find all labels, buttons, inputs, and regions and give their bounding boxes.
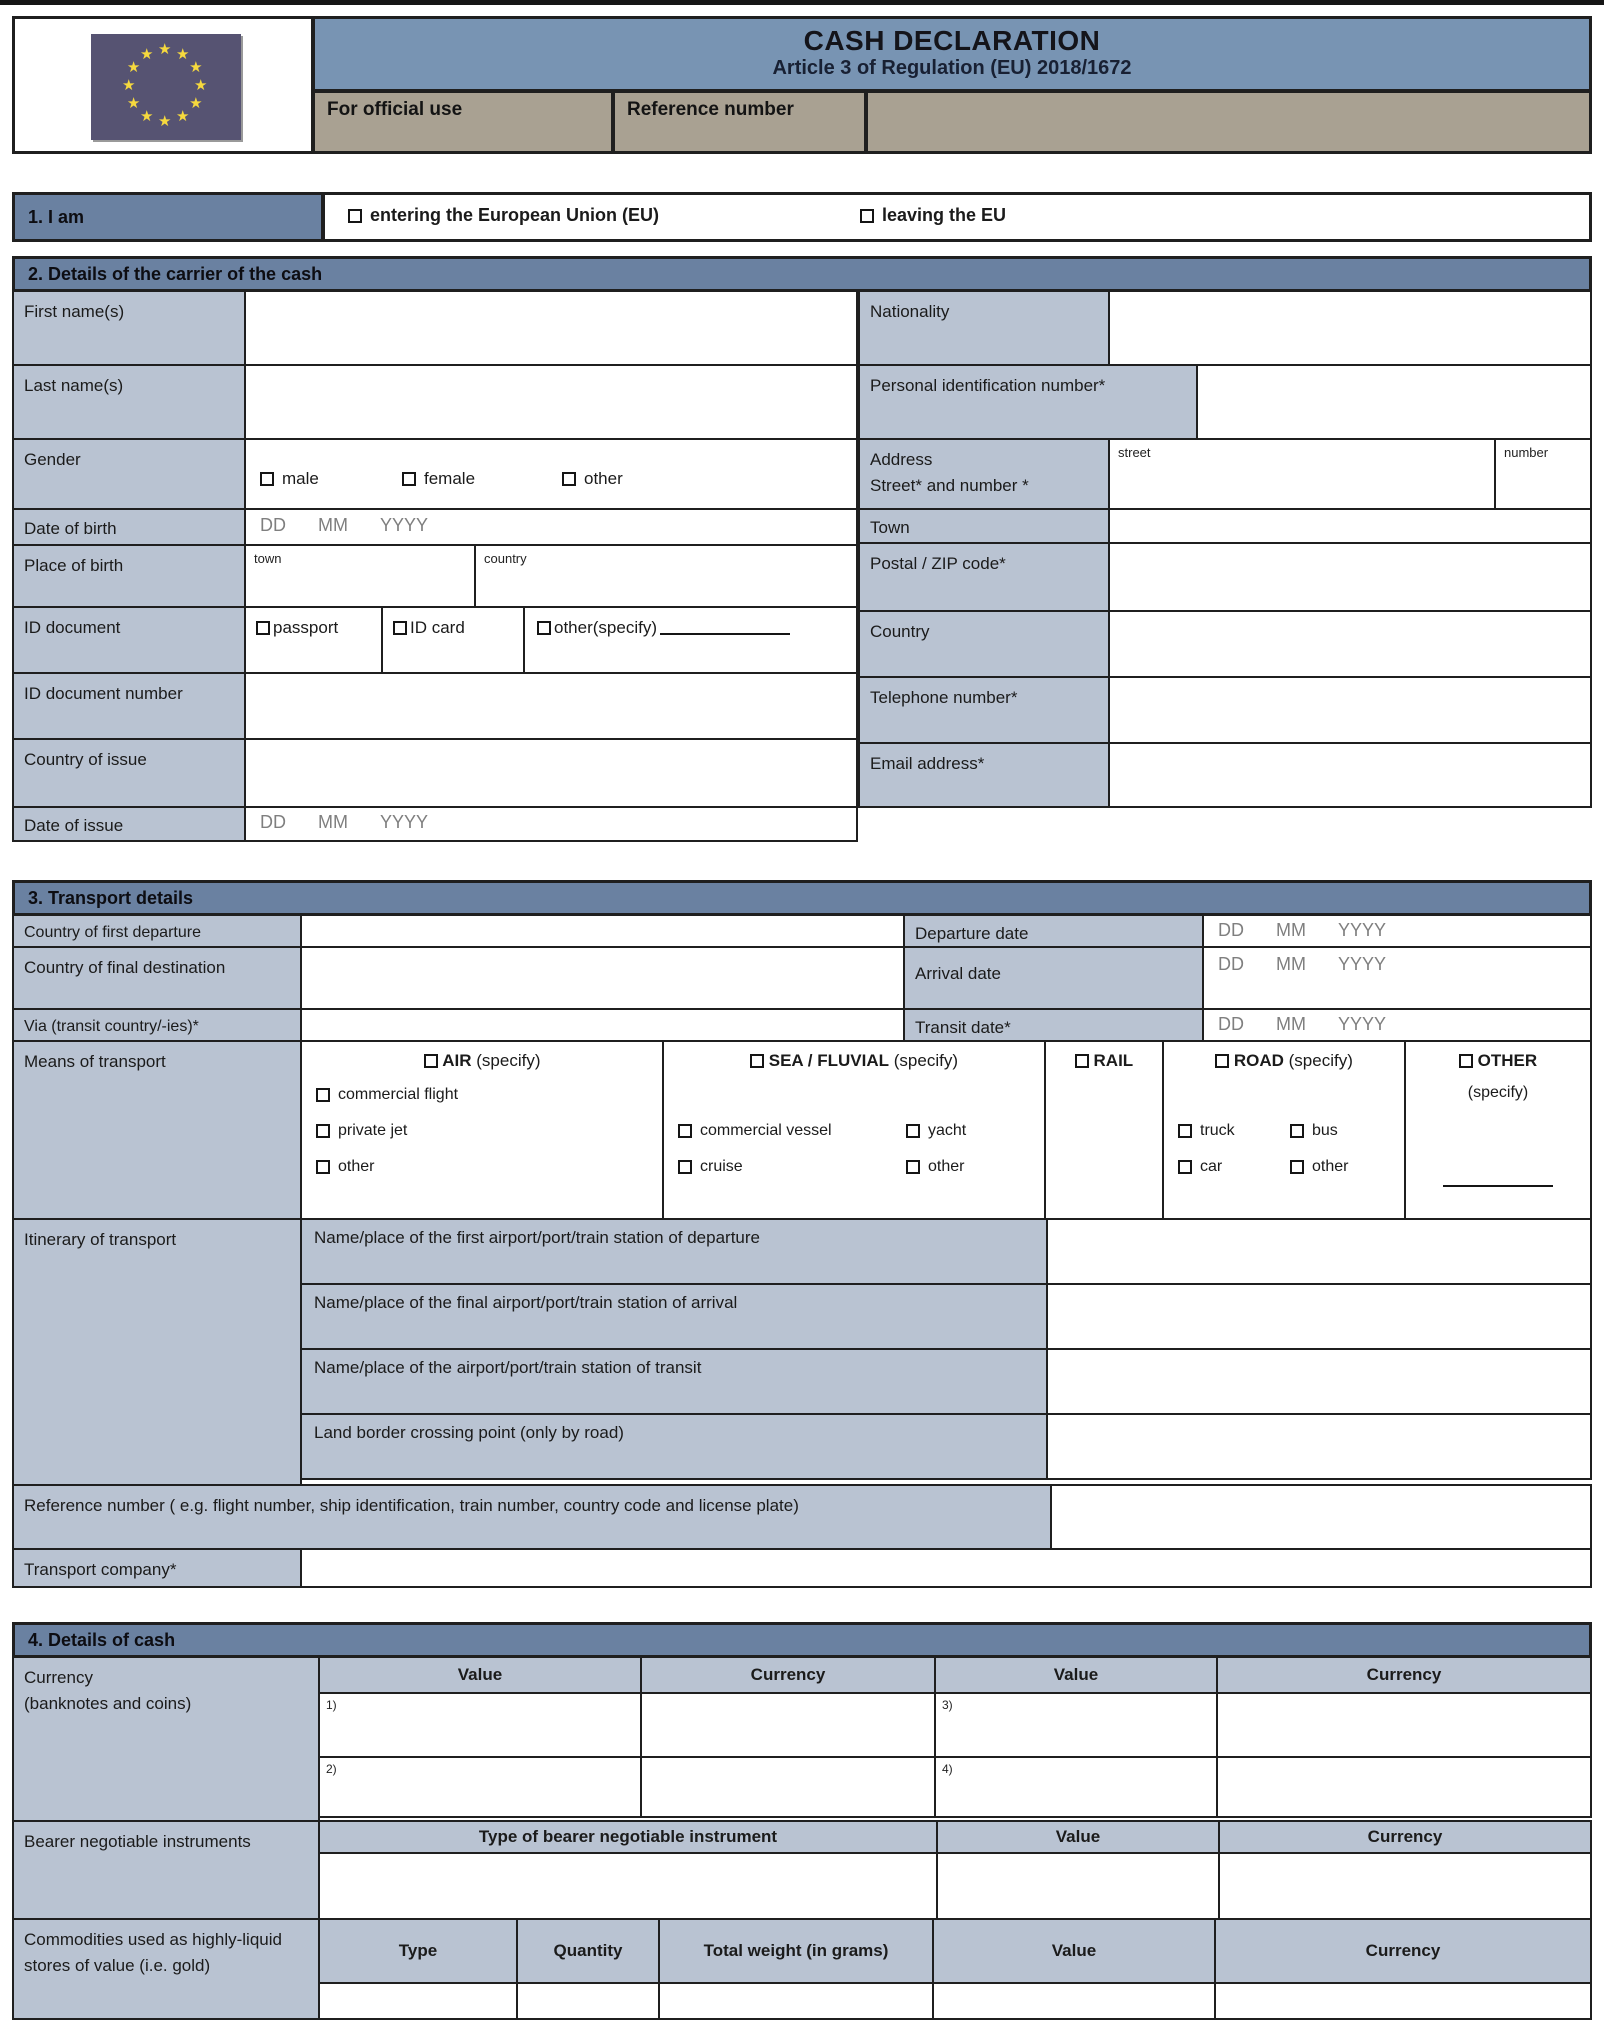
currency-value-2-input[interactable]: [318, 1756, 642, 1818]
personal-id-label: Personal identification number*: [858, 364, 1198, 440]
truck-label: truck: [1200, 1122, 1235, 1139]
eu-star-icon: ★: [126, 59, 141, 76]
yyyy-placeholder: YYYY: [1338, 920, 1387, 940]
commodities-label: Commodities used as highly-liquid stores of value (i.e. gold): [12, 1918, 320, 2020]
commodities-weight-header: Total weight (in grams): [658, 1918, 934, 1984]
commodities-type-input[interactable]: [318, 1982, 518, 2020]
bearer-currency-header: Currency: [1218, 1820, 1592, 1854]
yyyy-placeholder: YYYY: [1338, 1014, 1387, 1034]
currency-currency-4-input[interactable]: [1216, 1756, 1592, 1818]
id-document-label: ID document: [12, 606, 246, 674]
sea-specify-label: (specify): [893, 1051, 958, 1070]
bus-label: bus: [1312, 1122, 1338, 1139]
checkbox-other-transport[interactable]: [1459, 1054, 1473, 1068]
eu-star-icon: ★: [189, 95, 203, 112]
itinerary-land-border-label: Land border crossing point (only by road): [300, 1413, 1048, 1480]
final-destination-input[interactable]: [300, 946, 905, 1010]
yyyy-placeholder: YYYY: [380, 515, 429, 535]
id-document-number-label: ID document number: [12, 672, 246, 740]
reference-number-field[interactable]: [865, 90, 1592, 154]
commodities-quantity-header: Quantity: [516, 1918, 660, 1984]
bearer-instruments-label: Bearer negotiable instruments: [12, 1820, 320, 1920]
first-departure-input[interactable]: [300, 914, 905, 948]
email-input[interactable]: [1108, 742, 1592, 808]
postal-code-label: Postal / ZIP code*: [858, 542, 1110, 612]
commodities-value-header: Value: [932, 1918, 1216, 1984]
currency-value-3-input[interactable]: [934, 1692, 1218, 1758]
itinerary-transit-input[interactable]: [1046, 1348, 1592, 1415]
gender-other-label: other: [584, 469, 623, 488]
checkbox-cruise[interactable]: [678, 1160, 692, 1174]
section-4-cash: [12, 1622, 1592, 2020]
dd-placeholder: DD: [1218, 954, 1244, 974]
transport-other-column: [1404, 1040, 1592, 1220]
official-use-label: For official use: [312, 90, 614, 154]
leaving-eu-label: leaving the EU: [882, 205, 1007, 225]
means-of-transport-label: Means of transport: [12, 1040, 302, 1220]
email-label: Email address*: [858, 742, 1110, 808]
checkbox-road[interactable]: [1215, 1054, 1229, 1068]
carrier-details-left: [12, 290, 858, 842]
address-label-line2: Street* and number *: [870, 476, 1029, 496]
car-label: car: [1200, 1158, 1223, 1175]
gender-options: [244, 438, 858, 510]
checkbox-rail[interactable]: [1075, 1054, 1089, 1068]
gender-female-label: female: [424, 469, 476, 488]
postal-code-input[interactable]: [1108, 542, 1592, 612]
itinerary-arrival-label: Name/place of the final airport/port/train station of arrival: [300, 1283, 1048, 1350]
form-header: [12, 16, 1592, 154]
checkbox-truck[interactable]: [1178, 1124, 1192, 1138]
checkbox-commercial-flight[interactable]: [316, 1088, 330, 1102]
checkbox-leaving-eu[interactable]: [860, 209, 874, 223]
itinerary-label: Itinerary of transport: [12, 1218, 302, 1486]
commodities-type-header: Type: [318, 1918, 518, 1984]
rail-label: RAIL: [1093, 1051, 1134, 1070]
section-1-title: 1. I am: [12, 192, 324, 242]
reference-number-label: Reference number: [612, 90, 867, 154]
date-of-issue-label: Date of issue: [12, 806, 246, 842]
carrier-details-right: [858, 290, 1592, 808]
checkbox-id-passport[interactable]: [256, 621, 270, 635]
other-transport-label: OTHER: [1477, 1051, 1538, 1070]
row-marker-3: 3): [942, 1698, 953, 1712]
row-marker-4: 4): [942, 1762, 953, 1776]
checkbox-yacht[interactable]: [906, 1124, 920, 1138]
eu-flag-icon: [91, 34, 241, 140]
other-specify-line[interactable]: [1443, 1173, 1553, 1187]
telephone-input[interactable]: [1108, 676, 1592, 744]
via-transit-label: Via (transit country/-ies)*: [12, 1008, 302, 1042]
currency-value-1-input[interactable]: [318, 1692, 642, 1758]
checkbox-gender-female[interactable]: [402, 472, 416, 486]
address-label: [858, 438, 1110, 510]
transport-air-column: [300, 1040, 664, 1220]
mm-placeholder: MM: [318, 812, 348, 832]
place-of-birth-town-input[interactable]: [244, 544, 476, 608]
air-other-label: other: [338, 1158, 375, 1175]
dd-placeholder: DD: [1218, 920, 1244, 940]
checkbox-sea[interactable]: [750, 1054, 764, 1068]
eu-flag-cell: [12, 16, 314, 154]
checkbox-sea-other[interactable]: [906, 1160, 920, 1174]
checkbox-entering-eu[interactable]: [348, 209, 362, 223]
row-marker-2: 2): [326, 1762, 337, 1776]
departure-date-field[interactable]: [1202, 914, 1592, 948]
final-destination-label: Country of final destination: [12, 946, 302, 1010]
road-label: ROAD: [1233, 1051, 1284, 1070]
first-name-input[interactable]: [244, 290, 858, 366]
town-label: Town: [858, 508, 1110, 544]
checkbox-bus[interactable]: [1290, 1124, 1304, 1138]
checkbox-air[interactable]: [424, 1054, 438, 1068]
gender-label: Gender: [12, 438, 246, 510]
eu-star-icon: ★: [140, 45, 154, 63]
date-of-birth-field[interactable]: [244, 508, 858, 546]
mm-placeholder: MM: [1276, 920, 1306, 940]
currency-label-line1: Currency: [24, 1668, 93, 1687]
section-4-title: 4. Details of cash: [12, 1622, 1592, 1658]
value-header-2: Value: [934, 1656, 1218, 1694]
eu-star-icon: ★: [158, 41, 172, 58]
cruise-label: cruise: [700, 1158, 743, 1175]
dd-placeholder: DD: [260, 515, 286, 535]
bearer-currency-input[interactable]: [1218, 1852, 1592, 1920]
form-subtitle: Article 3 of Regulation (EU) 2018/1672: [772, 57, 1132, 79]
id-card-label: ID card: [410, 618, 465, 637]
bearer-type-header: Type of bearer negotiable instrument: [318, 1820, 938, 1854]
country-label: Country: [858, 610, 1110, 678]
form-title: CASH DECLARATION: [803, 25, 1101, 56]
currency-currency-1-input[interactable]: [640, 1692, 936, 1758]
value-header-1: Value: [318, 1656, 642, 1694]
dd-placeholder: DD: [1218, 1014, 1244, 1034]
section-3-transport: [12, 880, 1592, 1588]
eu-star-icon: ★: [176, 108, 190, 126]
arrival-date-field[interactable]: [1202, 946, 1592, 1010]
country-hint: country: [484, 551, 527, 566]
row-marker-1: 1): [326, 1698, 337, 1712]
country-of-issue-input[interactable]: [244, 738, 858, 808]
transport-company-label: Transport company*: [12, 1548, 302, 1588]
title-banner: [312, 16, 1592, 92]
air-label: AIR: [442, 1051, 472, 1070]
section-1-i-am: [12, 192, 1592, 242]
id-passport-cell: [244, 606, 383, 674]
id-other-cell: [523, 606, 858, 674]
number-hint: number: [1504, 445, 1549, 460]
address-label-line1: Address: [870, 450, 933, 469]
date-of-issue-field[interactable]: [244, 806, 858, 842]
place-of-birth-label: Place of birth: [12, 544, 246, 608]
via-transit-input[interactable]: [300, 1008, 905, 1042]
eu-star-icon: ★: [189, 59, 203, 76]
reference-number-row-label: Reference number ( e.g. flight number, ship identification, train number, country code and license plate): [12, 1484, 1052, 1550]
currency-value-4-input[interactable]: [934, 1756, 1218, 1818]
transport-rail-column: [1044, 1040, 1164, 1220]
yyyy-placeholder: YYYY: [380, 812, 429, 832]
departure-date-label: Departure date: [903, 914, 1204, 948]
address-street-input[interactable]: [1108, 438, 1496, 510]
id-card-cell: [381, 606, 525, 674]
eu-star-icon: ★: [158, 113, 172, 130]
id-passport-label: passport: [273, 618, 339, 637]
section-3-title: 3. Transport details: [12, 880, 1592, 916]
mm-placeholder: MM: [1276, 954, 1306, 974]
road-specify-label: (specify): [1288, 1051, 1353, 1070]
commercial-vessel-label: commercial vessel: [700, 1122, 832, 1139]
eu-star-icon: ★: [122, 77, 136, 94]
checkbox-air-other[interactable]: [316, 1160, 330, 1174]
personal-id-input[interactable]: [1196, 364, 1592, 440]
transport-sea-column: [662, 1040, 1046, 1220]
first-name-label: First name(s): [12, 290, 246, 366]
transit-date-label: Transit date*: [903, 1008, 1204, 1042]
itinerary-arrival-input[interactable]: [1046, 1283, 1592, 1350]
eu-star-icon: ★: [176, 45, 190, 63]
entering-eu-label: entering the European Union (EU): [370, 205, 660, 225]
last-name-input[interactable]: [244, 364, 858, 440]
checkbox-id-card[interactable]: [393, 621, 407, 635]
commodities-value-input[interactable]: [932, 1982, 1216, 2020]
bearer-value-input[interactable]: [936, 1852, 1220, 1920]
checkbox-gender-other[interactable]: [562, 472, 576, 486]
commodities-weight-input[interactable]: [658, 1982, 934, 2020]
checkbox-private-jet[interactable]: [316, 1124, 330, 1138]
eu-star-icon: ★: [194, 77, 208, 94]
date-of-birth-label: Date of birth: [12, 508, 246, 546]
currency-currency-3-input[interactable]: [1216, 1692, 1592, 1758]
private-jet-label: private jet: [338, 1122, 408, 1139]
street-hint: street: [1118, 445, 1151, 460]
country-input[interactable]: [1108, 610, 1592, 678]
air-specify-label: (specify): [476, 1051, 541, 1070]
arrival-date-label: Arrival date: [903, 946, 1204, 1010]
id-other-specify-line[interactable]: [660, 621, 790, 635]
page-top-border: [0, 0, 1604, 5]
id-other-label: other(specify): [554, 618, 657, 637]
currency-currency-2-input[interactable]: [640, 1756, 936, 1818]
checkbox-commercial-vessel[interactable]: [678, 1124, 692, 1138]
checkbox-road-other[interactable]: [1290, 1160, 1304, 1174]
commercial-flight-label: commercial flight: [338, 1086, 459, 1103]
nationality-label: Nationality: [858, 290, 1110, 366]
other-specify-label: (specify): [1467, 1084, 1529, 1101]
transport-company-input[interactable]: [300, 1548, 1592, 1588]
id-document-number-input[interactable]: [244, 672, 858, 740]
nationality-input[interactable]: [1108, 290, 1592, 366]
checkbox-car[interactable]: [1178, 1160, 1192, 1174]
town-hint: town: [254, 551, 282, 566]
currency-header-2: Currency: [1216, 1656, 1592, 1694]
eu-star-icon: ★: [126, 95, 141, 112]
eu-star-icon: ★: [140, 108, 154, 126]
transit-date-field[interactable]: [1202, 1008, 1592, 1042]
bearer-type-input[interactable]: [318, 1852, 938, 1920]
address-number-input[interactable]: [1494, 438, 1592, 510]
itinerary-land-border-input[interactable]: [1046, 1413, 1592, 1480]
commodities-currency-input[interactable]: [1214, 1982, 1592, 2020]
itinerary-departure-label: Name/place of the first airport/port/train station of departure: [300, 1218, 1048, 1285]
currency-banknotes-label: [12, 1656, 320, 1822]
first-departure-label: Country of first departure: [12, 914, 302, 948]
section-2-title: 2. Details of the carrier of the cash: [12, 256, 1592, 292]
bearer-value-header: Value: [936, 1820, 1220, 1854]
mm-placeholder: MM: [318, 515, 348, 535]
country-of-issue-label: Country of issue: [12, 738, 246, 808]
reference-number-input[interactable]: [1050, 1484, 1592, 1550]
telephone-label: Telephone number*: [858, 676, 1110, 744]
sea-other-label: other: [928, 1158, 965, 1175]
transport-road-column: [1162, 1040, 1406, 1220]
dd-placeholder: DD: [260, 812, 286, 832]
yacht-label: yacht: [928, 1122, 967, 1139]
road-other-label: other: [1312, 1158, 1349, 1175]
itinerary-transit-label: Name/place of the airport/port/train station of transit: [300, 1348, 1048, 1415]
currency-header-1: Currency: [640, 1656, 936, 1694]
commodities-currency-header: Currency: [1214, 1918, 1592, 1984]
currency-label-line2: (banknotes and coins): [24, 1694, 192, 1714]
mm-placeholder: MM: [1276, 1014, 1306, 1034]
yyyy-placeholder: YYYY: [1338, 954, 1387, 974]
checkbox-id-other[interactable]: [537, 621, 551, 635]
place-of-birth-country-input[interactable]: [474, 544, 858, 608]
town-input[interactable]: [1108, 508, 1592, 544]
commodities-quantity-input[interactable]: [516, 1982, 660, 2020]
checkbox-gender-male[interactable]: [260, 472, 274, 486]
itinerary-departure-input[interactable]: [1046, 1218, 1592, 1285]
sea-label: SEA / FLUVIAL: [768, 1051, 890, 1070]
gender-male-label: male: [282, 469, 319, 488]
last-name-label: Last name(s): [12, 364, 246, 440]
